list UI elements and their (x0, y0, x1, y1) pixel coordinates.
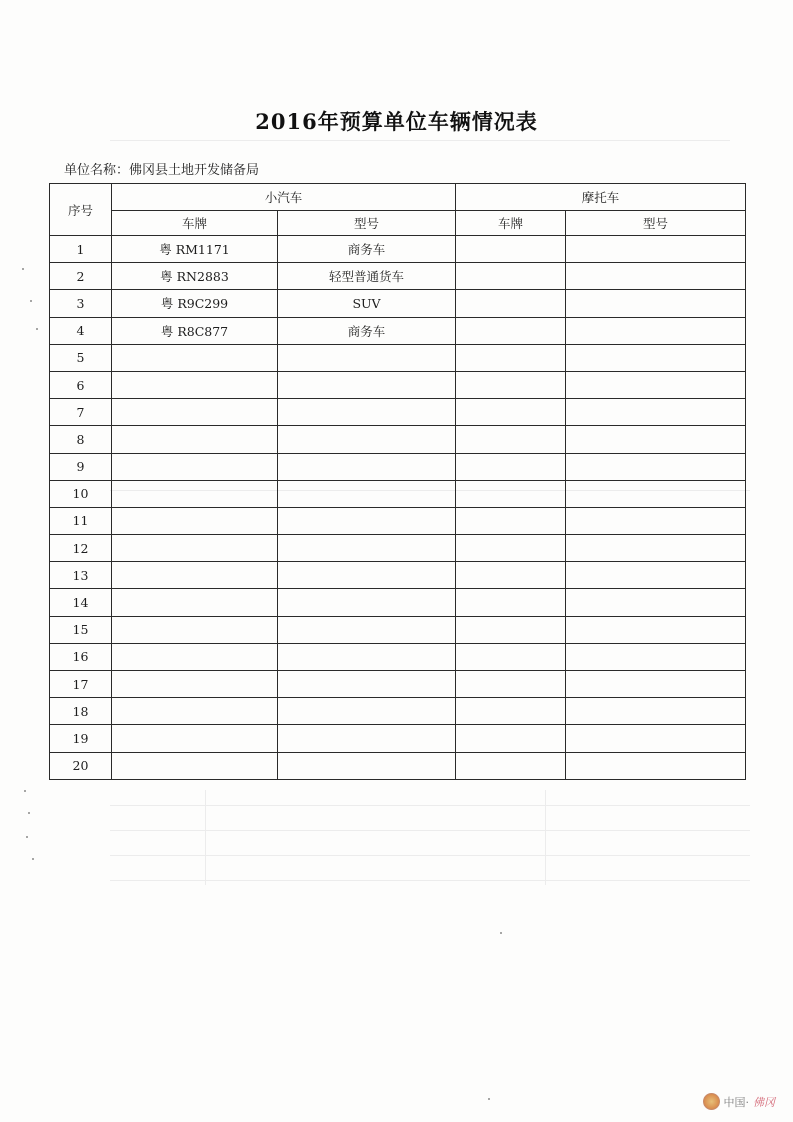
cell-moto-plate (456, 562, 566, 589)
cell-car-model (278, 643, 456, 670)
cell-moto-model (566, 480, 746, 507)
document-title: 2016年预算单位车辆情况表 (255, 109, 538, 134)
bleed-through-line (110, 880, 750, 881)
cell-moto-model (566, 453, 746, 480)
emblem-icon (703, 1093, 720, 1110)
cell-moto-plate (456, 616, 566, 643)
bleed-through-line (110, 140, 730, 141)
cell-moto-plate (456, 671, 566, 698)
cell-car-model (278, 507, 456, 534)
cell-car-model (278, 399, 456, 426)
cell-seq: 12 (50, 535, 112, 562)
cell-moto-plate (456, 453, 566, 480)
bleed-through-line (110, 855, 750, 856)
cell-moto-model (566, 507, 746, 534)
cell-car-model (278, 698, 456, 725)
cell-moto-model (566, 643, 746, 670)
cell-car-plate (112, 698, 278, 725)
cell-seq: 10 (50, 480, 112, 507)
cell-car-plate (112, 589, 278, 616)
header-moto-group: 摩托车 (456, 184, 746, 211)
cell-moto-plate (456, 698, 566, 725)
cell-car-model: 轻型普通货车 (278, 263, 456, 290)
unit-name: 佛冈县土地开发储备局 (129, 163, 260, 178)
cell-seq: 7 (50, 399, 112, 426)
table-row (50, 480, 746, 507)
cell-car-plate: 粤 R8C877 (112, 317, 278, 344)
cell-car-plate (112, 480, 278, 507)
cell-moto-plate (456, 535, 566, 562)
table-row (50, 344, 746, 371)
cell-seq: 15 (50, 616, 112, 643)
cell-car-model (278, 589, 456, 616)
table-row (50, 643, 746, 670)
cell-moto-plate (456, 589, 566, 616)
cell-moto-model (566, 317, 746, 344)
cell-moto-plate (456, 752, 566, 779)
header-car-group: 小汽车 (112, 184, 456, 211)
cell-car-model: SUV (278, 290, 456, 317)
header-row-columns (50, 211, 746, 236)
cell-seq: 11 (50, 507, 112, 534)
cell-moto-plate (456, 480, 566, 507)
cell-car-model (278, 344, 456, 371)
cell-car-model (278, 480, 456, 507)
cell-seq: 20 (50, 752, 112, 779)
cell-moto-plate (456, 344, 566, 371)
table-row (50, 263, 746, 290)
table-row (50, 507, 746, 534)
cell-moto-model (566, 671, 746, 698)
cell-car-plate (112, 752, 278, 779)
cell-seq: 2 (50, 263, 112, 290)
table-row (50, 426, 746, 453)
table-row (50, 589, 746, 616)
cell-moto-model (566, 263, 746, 290)
scan-speck (36, 328, 38, 330)
table-row (50, 317, 746, 344)
cell-car-model (278, 535, 456, 562)
cell-moto-plate (456, 507, 566, 534)
bleed-through-line (545, 790, 546, 885)
cell-car-plate: 粤 RM1171 (112, 236, 278, 263)
cell-moto-plate (456, 263, 566, 290)
cell-car-model (278, 752, 456, 779)
cell-seq: 13 (50, 562, 112, 589)
header-car-plate: 车牌 (112, 211, 278, 236)
cell-seq: 16 (50, 643, 112, 670)
table-row (50, 725, 746, 752)
scan-speck (24, 790, 26, 792)
table-row (50, 671, 746, 698)
cell-car-model: 商务车 (278, 236, 456, 263)
watermark-text-b: 佛冈 (753, 1095, 775, 1109)
cell-car-plate (112, 535, 278, 562)
table-row (50, 698, 746, 725)
cell-car-plate (112, 453, 278, 480)
cell-moto-model (566, 752, 746, 779)
scan-speck (28, 812, 30, 814)
table-row (50, 371, 746, 398)
cell-moto-plate (456, 236, 566, 263)
cell-seq: 6 (50, 371, 112, 398)
cell-car-model (278, 371, 456, 398)
cell-moto-model (566, 562, 746, 589)
header-car-model: 型号 (278, 211, 456, 236)
scan-speck (26, 836, 28, 838)
header-moto-plate: 车牌 (456, 211, 566, 236)
cell-car-plate (112, 725, 278, 752)
scan-speck (22, 268, 24, 270)
cell-car-model (278, 616, 456, 643)
cell-car-plate (112, 426, 278, 453)
table-row (50, 752, 746, 779)
cell-moto-plate (456, 643, 566, 670)
cell-car-plate (112, 616, 278, 643)
bleed-through-line (110, 830, 750, 831)
cell-car-model (278, 426, 456, 453)
scan-speck (500, 932, 502, 934)
cell-car-plate (112, 643, 278, 670)
cell-seq: 18 (50, 698, 112, 725)
cell-moto-model (566, 399, 746, 426)
table-row (50, 562, 746, 589)
cell-moto-plate (456, 317, 566, 344)
table-row (50, 535, 746, 562)
cell-car-model: 商务车 (278, 317, 456, 344)
cell-seq: 14 (50, 589, 112, 616)
cell-seq: 9 (50, 453, 112, 480)
scan-speck (32, 858, 34, 860)
cell-moto-plate (456, 371, 566, 398)
cell-moto-plate (456, 725, 566, 752)
cell-moto-model (566, 371, 746, 398)
cell-moto-model (566, 236, 746, 263)
cell-seq: 8 (50, 426, 112, 453)
bleed-through-line (205, 790, 206, 885)
cell-car-model (278, 725, 456, 752)
cell-moto-model (566, 344, 746, 371)
cell-seq: 17 (50, 671, 112, 698)
scan-speck (30, 300, 32, 302)
bleed-through-line (110, 805, 750, 806)
cell-car-plate (112, 507, 278, 534)
table-body (50, 236, 746, 780)
cell-car-plate (112, 371, 278, 398)
header-seq: 序号 (50, 184, 112, 236)
cell-car-plate (112, 399, 278, 426)
cell-car-plate (112, 344, 278, 371)
cell-moto-model (566, 698, 746, 725)
cell-car-plate (112, 671, 278, 698)
cell-car-model (278, 562, 456, 589)
cell-moto-plate (456, 290, 566, 317)
site-watermark (703, 1093, 776, 1110)
table-row (50, 236, 746, 263)
unit-name-line (64, 159, 259, 178)
cell-moto-plate (456, 426, 566, 453)
table-row (50, 616, 746, 643)
table-row (50, 290, 746, 317)
cell-car-plate: 粤 R9C299 (112, 290, 278, 317)
table-row (50, 453, 746, 480)
scan-speck (488, 1098, 490, 1100)
cell-moto-model (566, 290, 746, 317)
cell-moto-model (566, 426, 746, 453)
cell-car-model (278, 453, 456, 480)
cell-moto-model (566, 616, 746, 643)
cell-moto-model (566, 535, 746, 562)
watermark-text-a: 中国· (723, 1095, 749, 1109)
vehicle-table (49, 183, 746, 780)
cell-car-model (278, 671, 456, 698)
cell-seq: 19 (50, 725, 112, 752)
cell-moto-plate (456, 399, 566, 426)
header-row-group (50, 184, 746, 211)
cell-car-plate (112, 562, 278, 589)
cell-car-plate: 粤 RN2883 (112, 263, 278, 290)
header-moto-model: 型号 (566, 211, 746, 236)
cell-seq: 5 (50, 344, 112, 371)
cell-moto-model (566, 589, 746, 616)
cell-moto-model (566, 725, 746, 752)
cell-seq: 1 (50, 236, 112, 263)
cell-seq: 3 (50, 290, 112, 317)
unit-label: 单位名称： (64, 163, 130, 178)
table-row (50, 399, 746, 426)
cell-seq: 4 (50, 317, 112, 344)
